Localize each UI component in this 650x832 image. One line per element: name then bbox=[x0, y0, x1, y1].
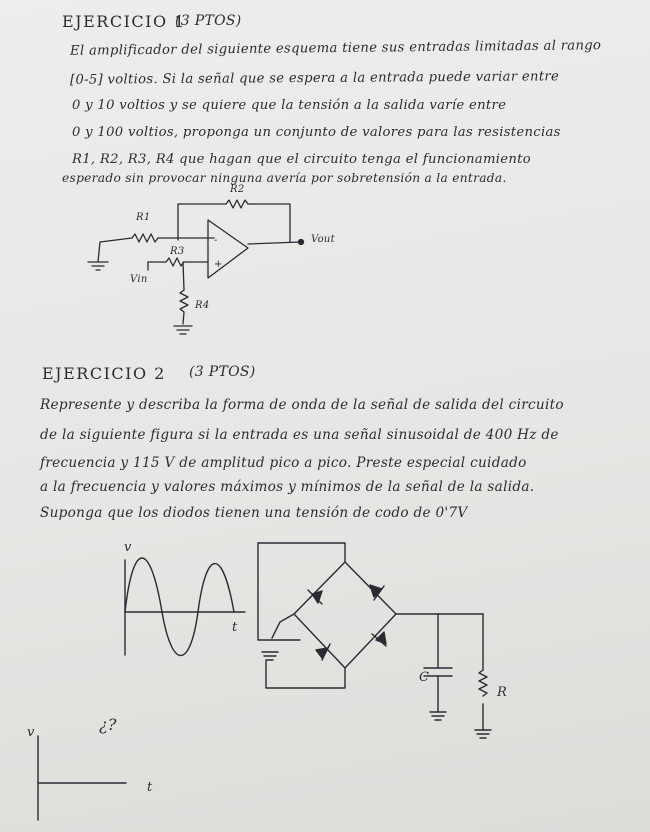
opamp-plus-sign: + bbox=[214, 259, 223, 270]
exercise2-line-3: frecuencia y 115 V de amplitud pico a pico. Preste especial cuidado bbox=[40, 455, 527, 471]
diode-2 bbox=[370, 585, 384, 600]
ground-symbol-4 bbox=[430, 712, 446, 720]
exercise1-title: EJERCICIO 1 bbox=[62, 12, 186, 31]
exercise1-line-3: 0 y 10 voltios y se quiere que la tensión a la salida varíe entre bbox=[72, 98, 507, 113]
vin-label: Vin bbox=[130, 274, 148, 285]
exercise2-line-4: a la frecuencia y valores máximos y mínimos de la señal de la salida. bbox=[40, 479, 535, 495]
r4-label: R4 bbox=[195, 300, 210, 311]
output-graph-x-label: t bbox=[147, 780, 153, 795]
diode-4 bbox=[372, 632, 386, 646]
exercise2-title: EJERCICIO 2 bbox=[42, 364, 166, 383]
diode-3 bbox=[316, 644, 330, 660]
exercise1-line-5: R1, R2, R3, R4 que hagan que el circuito tenga el funcionamiento bbox=[72, 152, 532, 167]
r3-label: R3 bbox=[170, 246, 185, 257]
exercise2-line-2: de la siguiente figura si la entrada es una señal sinusoidal de 400 Hz de bbox=[40, 427, 559, 443]
exercise1-line-6: esperado sin provocar ninguna avería por sobretensión a la entrada. bbox=[62, 171, 507, 185]
output-graph-y-label: v bbox=[27, 725, 35, 740]
r2-label: R2 bbox=[230, 184, 245, 195]
input-sine-wave bbox=[125, 558, 234, 656]
ground-symbol-5 bbox=[475, 730, 491, 738]
capacitor-label: C bbox=[419, 670, 430, 685]
r1-label: R1 bbox=[136, 212, 151, 223]
output-graph-question: ¿? bbox=[99, 715, 117, 734]
resistor-label: R bbox=[497, 685, 508, 700]
exercise2-points: (3 PTOS) bbox=[189, 364, 256, 380]
exercise1-points: (3 PTOS) bbox=[175, 13, 242, 29]
opamp-minus-sign: - bbox=[214, 235, 218, 246]
exercise1-line-1: El amplificador del siguiente esquema tiene sus entradas limitadas al rango bbox=[69, 38, 602, 59]
input-graph-y-label: v bbox=[124, 540, 132, 555]
exercise2-line-5: Suponga que los diodos tienen una tensión de codo de 0'7V bbox=[40, 505, 468, 521]
exercise2-line-1: Represente y describa la forma de onda de la señal de salida del circuito bbox=[40, 397, 564, 413]
output-resistor bbox=[479, 670, 487, 696]
exercise1-line-4: 0 y 100 voltios, proponga un conjunto de valores para las resistencias bbox=[72, 125, 561, 140]
bridge-diamond bbox=[294, 562, 396, 668]
input-graph-x-label: t bbox=[232, 620, 238, 635]
vout-label: Vout bbox=[311, 234, 335, 245]
ground-symbol-3 bbox=[262, 652, 278, 660]
exercise1-line-2: [0-5] voltios. Si la señal que se espera a la entrada puede variar entre bbox=[69, 69, 560, 88]
